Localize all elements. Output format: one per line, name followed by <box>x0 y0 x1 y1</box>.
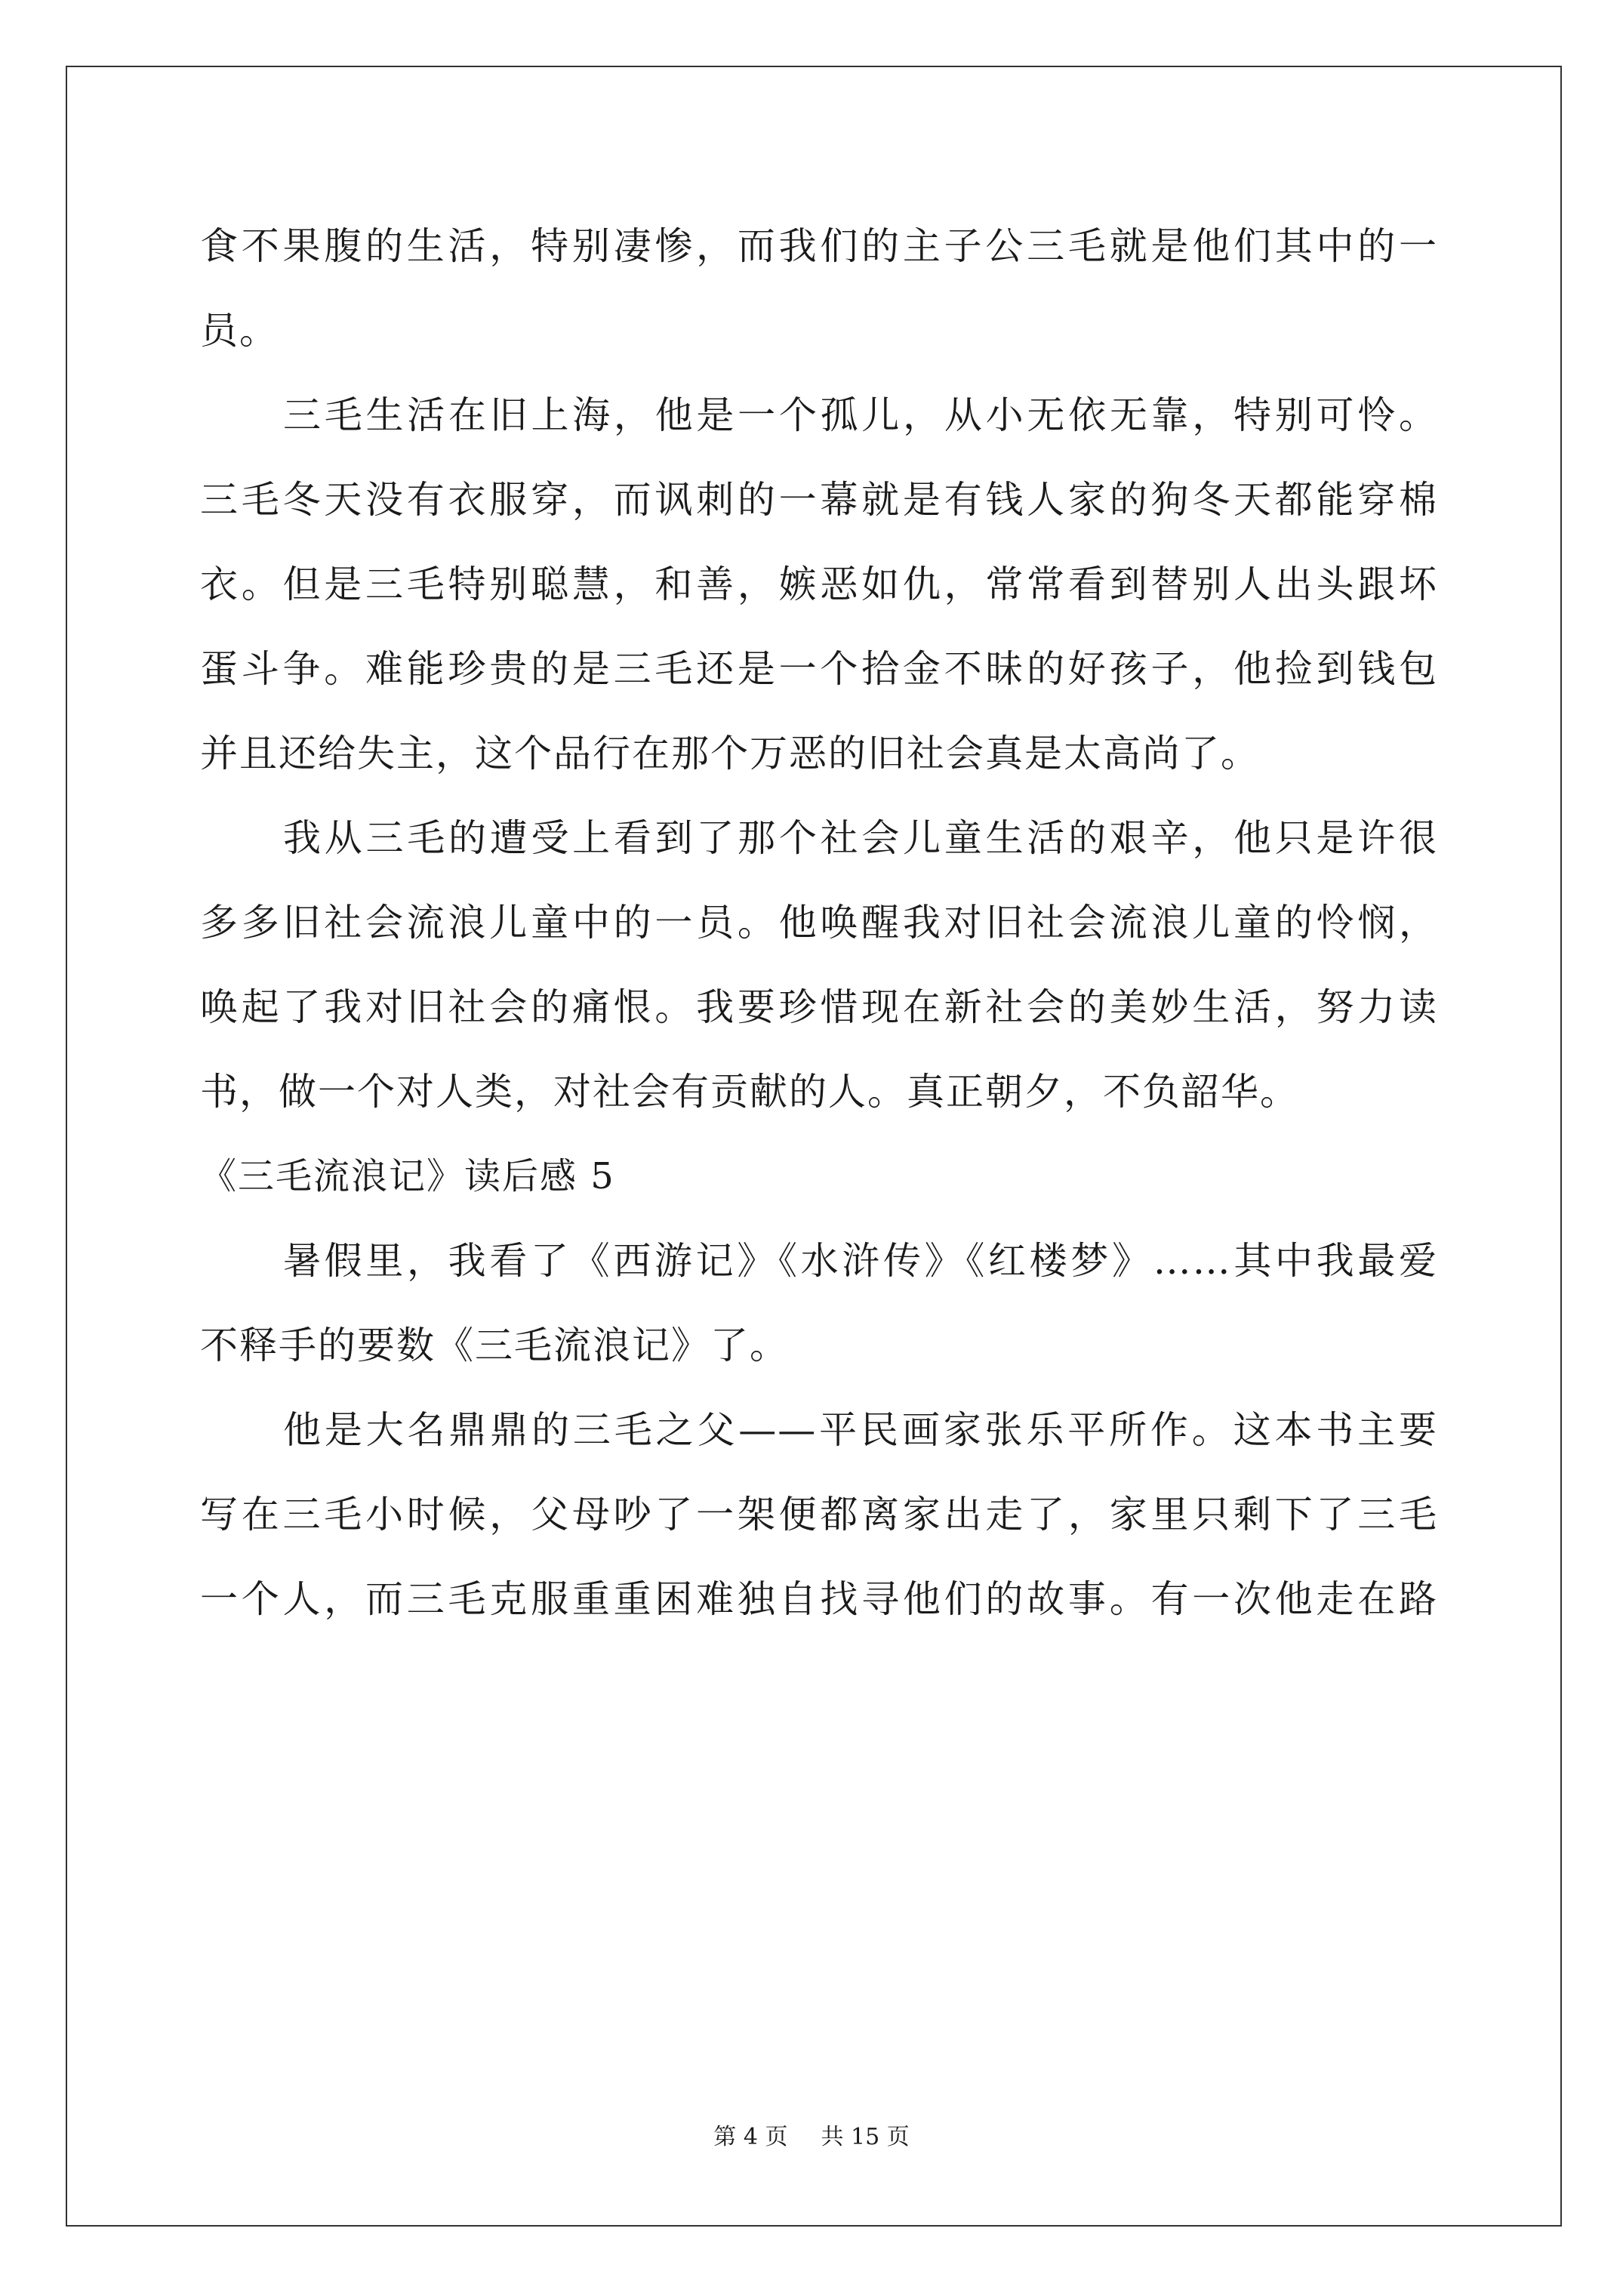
paragraph-start-line: 他是大名鼎鼎的三毛之父——平民画家张乐平所作。这本书主要 <box>283 1408 1438 1452</box>
text-line: 不释手的要数《三毛流浪记》了。 <box>200 1324 789 1367</box>
page-number: 第 4 页 <box>713 2124 788 2150</box>
document-body <box>200 204 1438 1641</box>
text-line: 员。 <box>200 309 279 353</box>
text-line: 唤起了我对旧社会的痛恨。我要珍惜现在新社会的美妙生活，努力读 <box>200 985 1438 1029</box>
paragraph-start-line: 我从三毛的遭受上看到了那个社会儿童生活的艰辛，他只是许很 <box>283 816 1438 860</box>
text-line: 一个人，而三毛克服重重困难独自找寻他们的故事。有一次他走在路 <box>200 1577 1438 1621</box>
text-line: 写在三毛小时候，父母吵了一架便都离家出走了，家里只剩下了三毛 <box>200 1493 1438 1536</box>
paragraph-start-line: 暑假里，我看了《西游记》《水浒传》《红楼梦》……其中我最爱 <box>283 1239 1438 1283</box>
text-line: 并且还给失主，这个品行在那个万恶的旧社会真是太高尚了。 <box>200 732 1260 775</box>
text-line: 食不果腹的生活，特别凄惨，而我们的主子公三毛就是他们其中的一 <box>200 224 1438 268</box>
text-line: 书，做一个对人类，对社会有贡献的人。真正朝夕，不负韶华。 <box>200 1070 1299 1114</box>
text-line: 三毛冬天没有衣服穿，而讽刺的一幕就是有钱人家的狗冬天都能穿棉 <box>200 478 1438 522</box>
text-line: 衣。但是三毛特别聪慧，和善，嫉恶如仇，常常看到替别人出头跟坏 <box>200 562 1438 606</box>
page-footer <box>0 2118 1623 2151</box>
paragraph-start-line: 三毛生活在旧上海，他是一个孤儿，从小无依无靠，特别可怜。 <box>283 393 1438 437</box>
section-heading: 《三毛流浪记》读后感 5 <box>200 1155 615 1197</box>
page-total: 共 15 页 <box>821 2124 910 2150</box>
text-line: 多多旧社会流浪儿童中的一员。他唤醒我对旧社会流浪儿童的怜悯， <box>200 901 1438 945</box>
text-line: 蛋斗争。难能珍贵的是三毛还是一个拾金不昧的好孩子，他捡到钱包 <box>200 647 1438 691</box>
